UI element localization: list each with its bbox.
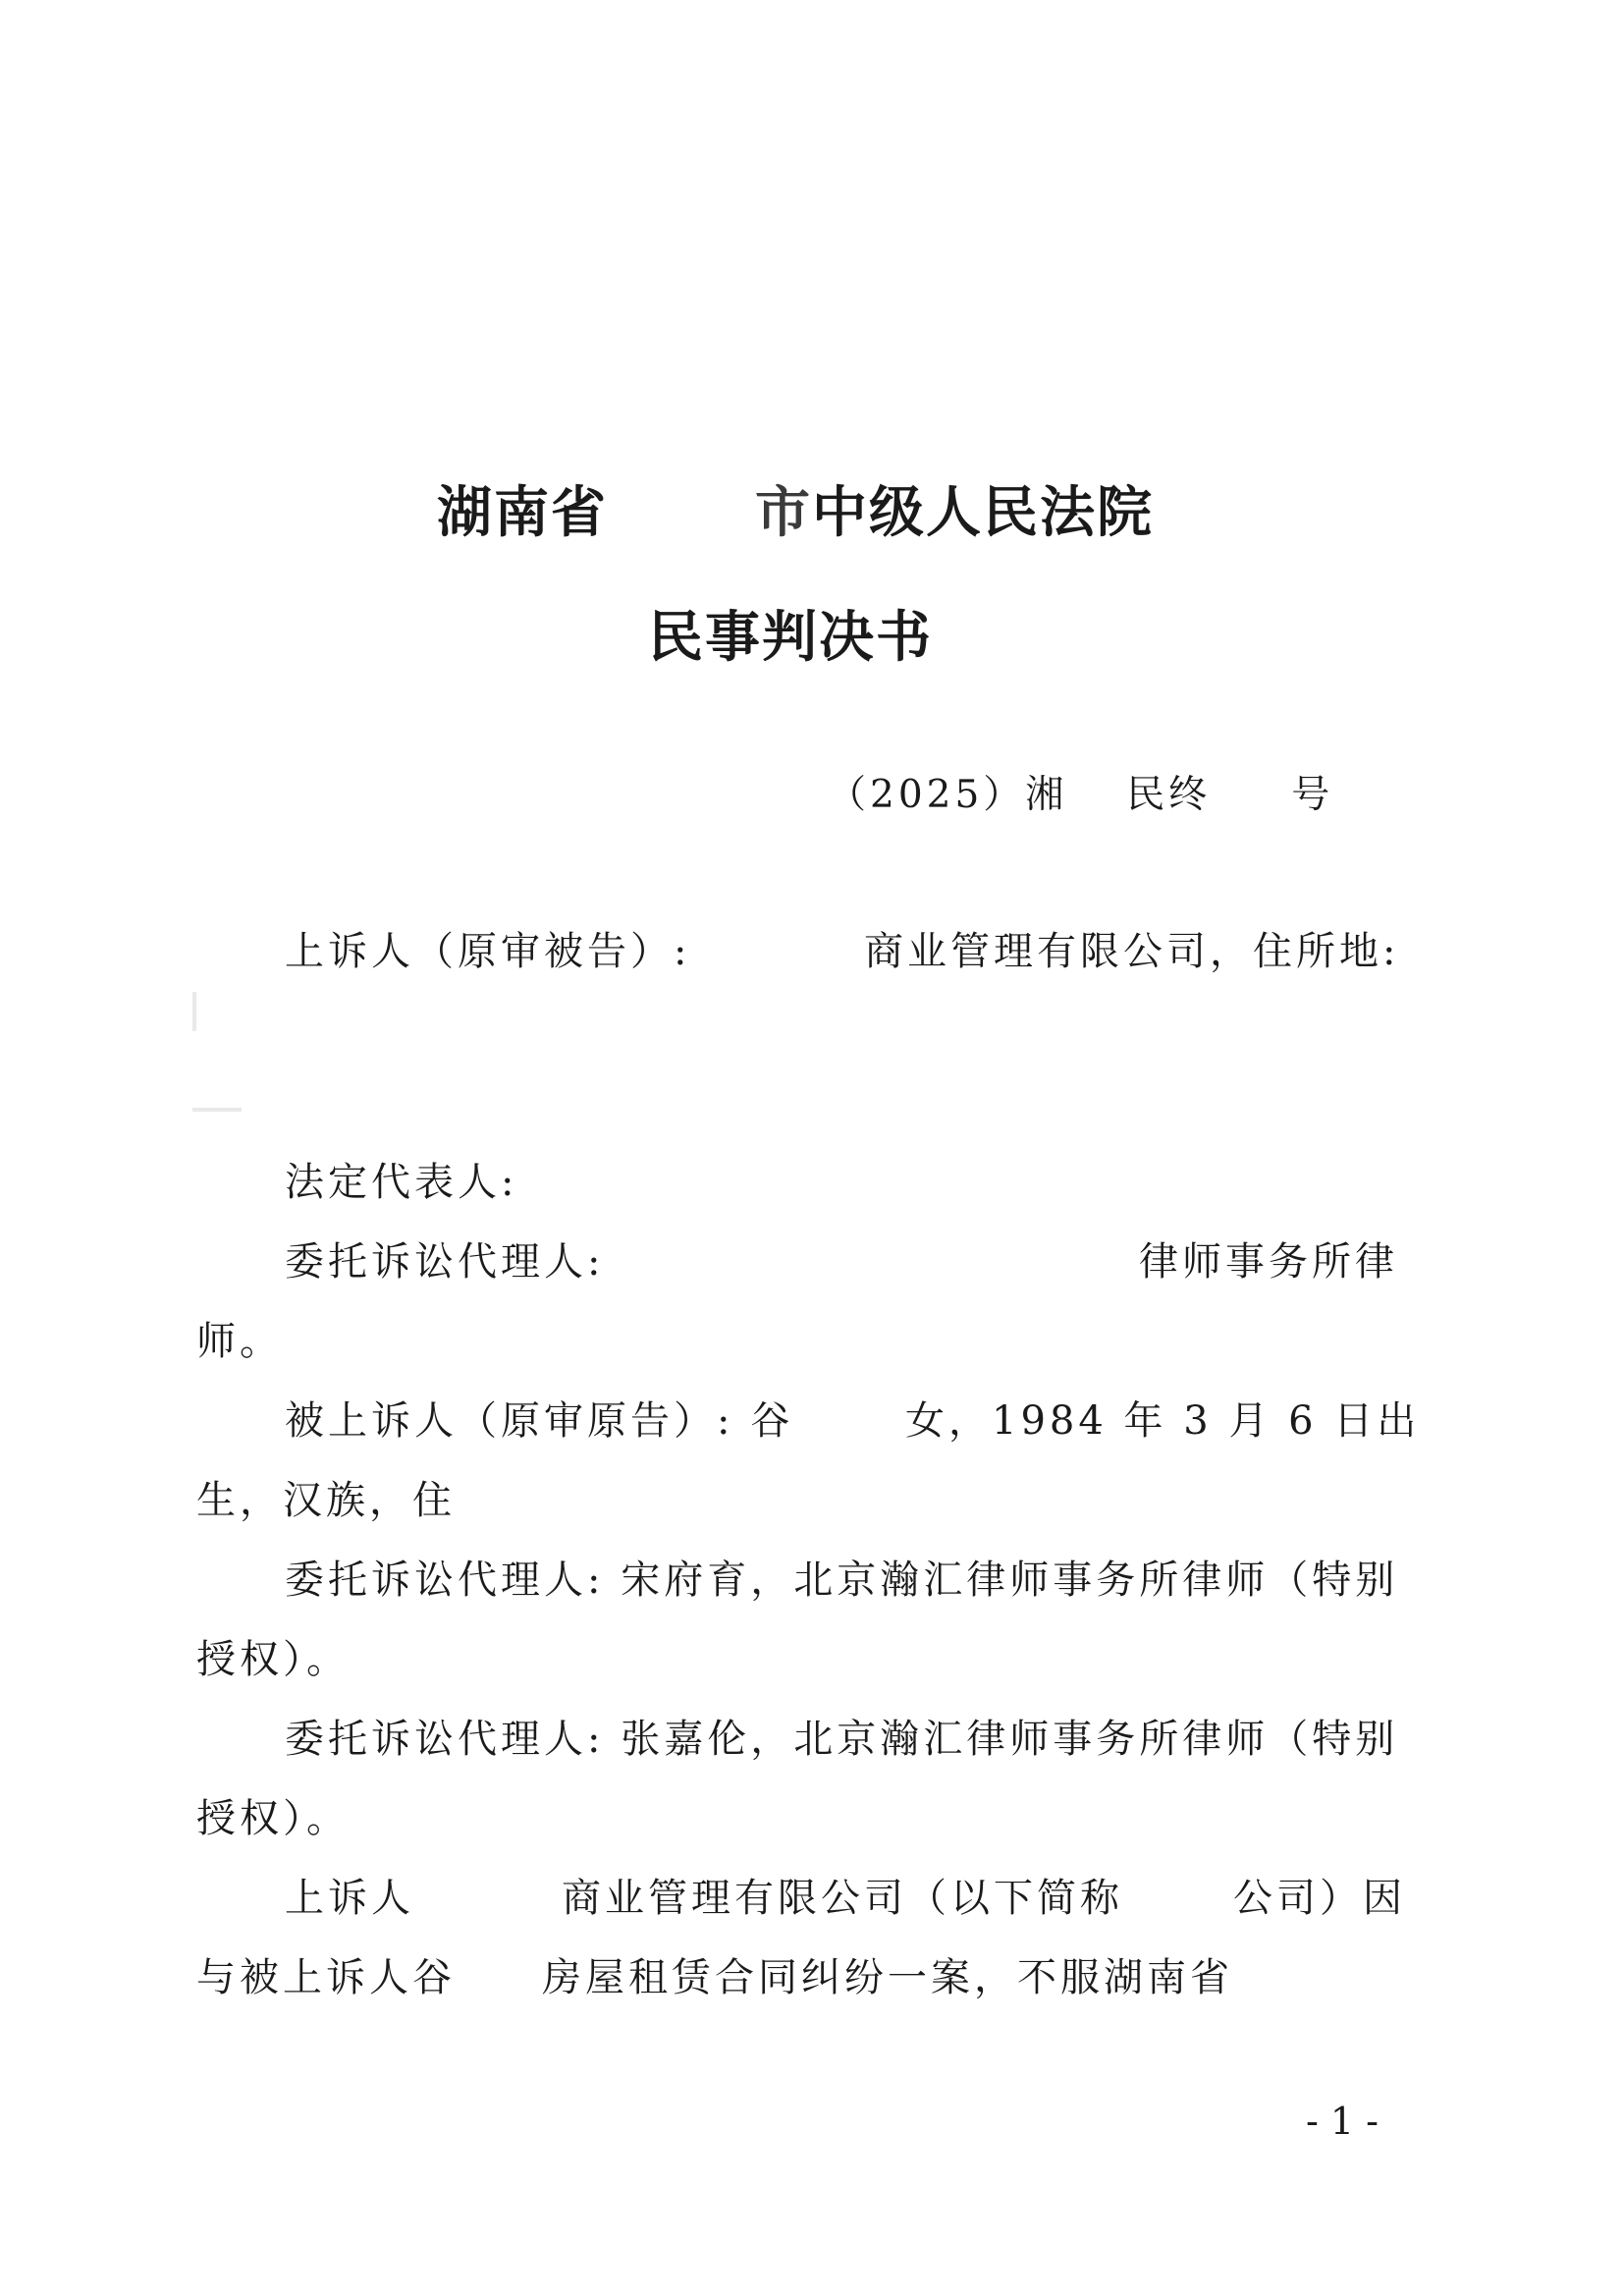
agent3-line: 委托诉讼代理人: 张嘉伦，北京瀚汇律师事务所律师（特别 [285, 1717, 1399, 1762]
body-line1-b: 商业管理有限公司（以下简称 [562, 1876, 1123, 1921]
case-number [828, 764, 1333, 819]
legal-rep-line: 法定代表人: [285, 1160, 518, 1205]
court-name-left: 湖南省 [437, 480, 608, 545]
body-line1-a: 上诉人 [285, 1876, 414, 1921]
appellee-info: 女，1984 年 3 月 6 日出 [905, 1398, 1421, 1444]
page-number: - 1 - [1306, 2100, 1380, 2143]
agent2-line: 委托诉讼代理人: 宋府育，北京瀚汇律师事务所律师（特别 [285, 1558, 1399, 1603]
appellant-name: 商业管理有限公司，住所地: [864, 929, 1400, 974]
agent1-cont: 师。 [196, 1319, 283, 1364]
case-year: （2025）湘 [828, 773, 1068, 817]
court-name-fragment: 市 [755, 480, 812, 545]
agent1-label: 委托诉讼代理人: [285, 1239, 605, 1285]
appellant-label: 上诉人（原审被告）: [285, 929, 691, 974]
agent1-firm: 律师事务所律 [1139, 1239, 1398, 1285]
court-name [437, 469, 1154, 548]
appellee-info-cont: 生，汉族，住 [196, 1478, 456, 1523]
appellee-label: 被上诉人（原审原告）: 谷 [285, 1398, 794, 1444]
agent2-cont: 授权）。 [196, 1637, 350, 1682]
court-name-right: 中级人民法院 [812, 480, 1154, 545]
case-type: 民终 [1126, 773, 1212, 817]
body-line2-a: 与被上诉人谷 [196, 1955, 456, 2000]
document-title: 民事判决书 [648, 605, 933, 670]
body-line2-b: 房屋租赁合同纠纷一案，不服湖南省 [542, 1955, 1233, 2000]
scan-mark [192, 992, 196, 1031]
body-line1-c: 公司）因 [1233, 1876, 1406, 1921]
scan-mark [192, 1108, 242, 1112]
appellant-line [285, 920, 690, 976]
agent3-cont: 授权）。 [196, 1796, 350, 1841]
case-suffix: 号 [1291, 773, 1334, 817]
